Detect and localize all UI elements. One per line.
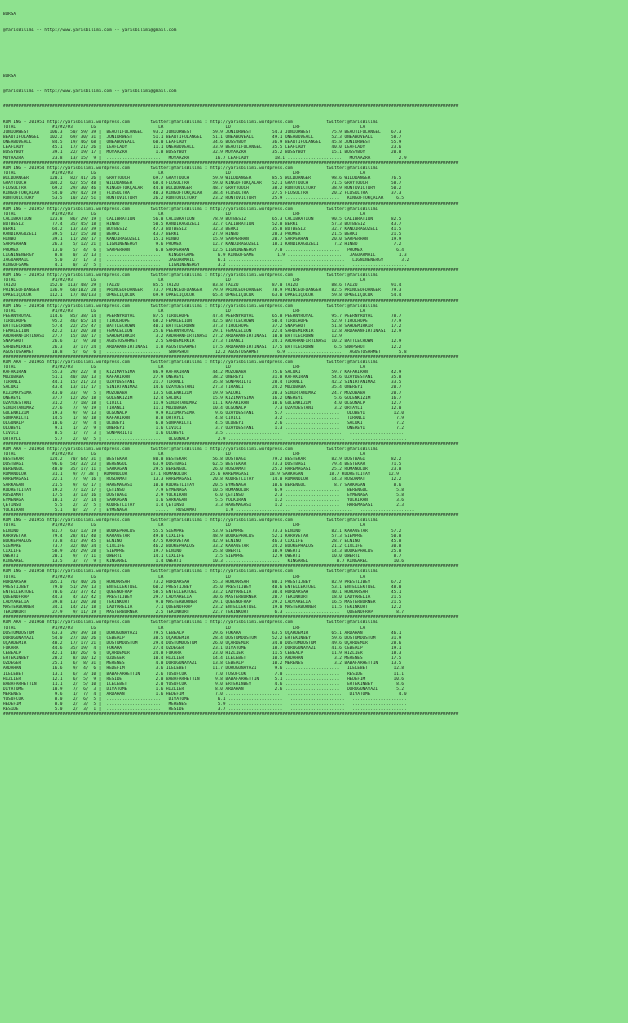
race-row: ERTEKINBEY 28.2 8/ 10/ 12 | ÖZDEGER 10.4 HIZLIER 14.4 ILELEBET 10.5 ARDAHAN 3.2 MERENES 17.5 xyxy=(3,656,402,662)
race-row: ONEABOVEALL 84.5 19/ 46/ 68 | ONEABOVEALL 60.0 LEAFLADY 34.6 BOSSYBOY 36.9 BEAUTIFULANGEL 45.8 JUNIORWEST 55.9 xyxy=(3,140,402,146)
race-row: OWERTI 20.1 9/ 7/ 11 | OWERTI 14.1 CIXLIFE 2.5 SIEMPRE 12.9 OWERTI 10.0 OWERTI 8.7 xyxy=(3,554,402,560)
race-title: KUM ING - 201950 http://yarisbilimi.wordpress.com twitter:@YarisBilimi : http://yarisbilimi.wordpress.com twitter:@YarisBilimi xyxy=(3,303,379,309)
race-row: JUNIORWEST 106.3 50/ 59/ 39 | BEAUTIFULANGEL 93.2 JUNIORWEST 59.9 JUNIORWEST 54.3 JUNIORWEST 75.9 BEAUTIFULANGEL 67.3 xyxy=(3,129,402,135)
race-block xyxy=(3,304,625,360)
race-row: CEBEALP 42.1 18/ 26/ 6 | UÇARDEMIR 24.8 FUKARA 23.0 HIZLIER 11.5 CEBEALP 11.9 HIZLIER 18.3 xyxy=(3,651,402,657)
race-block xyxy=(3,207,625,273)
race-row: GÜLENKIZIM 19.3 9/ 9/ 13 | OLGUNALP 9.9 KIZIMAYSIMA 9.6 UZAYDESTANI 5.7 ..................... ULUBEYI 12.0 xyxy=(3,411,404,416)
race-row: CIVICI 8.5 1/ 7/ 3 | SONPARILTI 1.6 ULUBEYI 3.5 ..................... ..................... ..................... xyxy=(3,431,404,437)
race-row: HIZLIER 12.1 6/ 5/ 9 | RESIDE 2.0 BABAFARHETTIN 9.8 BABAFARHETTIN 5.1 ..................... HEDEFIM 10.6 xyxy=(3,676,404,682)
race-column-header: TOTAL #1/#2/#3 LG LR LD LRF LA xyxy=(3,523,366,529)
race-row: JAGUARMAIL 5.0 2/ 1/ 3 | ..................... JAGUARMAIL 6.1 ..................... ..................... LIGNINENERGY 3.2 xyxy=(3,257,410,263)
race-block xyxy=(3,360,625,447)
race-title: KUM ARA - 201964 http://yarisbilimi.wordpress.com twitter:@YarisBilimi : http://yarisbilimi.wordpress.com twitter:@YarisBilimi xyxy=(3,446,379,452)
race-row: ÖPKELIÇOCUK 112.1 17/ 40/133 | ÖPKELIÇOCUK 69.9 ÖPKELIÇOCUK 65.4 ÖPKELIÇOCUK 63.0 ÖPKELIÇOCUK 59.8 ÖPKELIÇOCUK 54.4 xyxy=(3,293,402,299)
race-row: ÖNEREYI 37.7 12/ 26/ 18 | GÜLENKIZIM 12.4 SALUKI 15.9 KIZIMAYSIMA 16.2 ÖNEREYI 5.6 GÜLENKIZIM 16.7 xyxy=(3,395,402,401)
separator-line: ################################################################################################################################################################################ xyxy=(3,104,459,110)
race-row: HÜRDARSAH 105.1 76/ 40/ 26 | HÜRDARSAH 73.2 HÜRDARSAH 55.3 HÜRDARSAH 80.1 PRESTIJBEY 82.9 PRESTIJBEY 67.2 xyxy=(3,579,402,585)
race-row: CIXLIFE 58.9 24/ 29/ 28 | SIEMPRE 19.7 ELNINO 25.8 OWERTI 10.9 OWERTI 14.3 BOUKEPHALOS 25.8 xyxy=(3,548,402,554)
race-row: UZAYDESTANI 31.2 7/ 18/ 18 | CIVICI 11.9 SINIRTANIMAZ 11.1 KAFAKIRAN 10.6 GÜLENKIZIM 4.0 OLGUNALP 12.7 xyxy=(3,400,402,406)
race-title: KUM ING - 201955 http://yarisbilimi.wordpress.com twitter:@YarisBilimi : http://yarisbilimi.wordpress.com twitter:@YarisBilimi xyxy=(3,518,379,524)
race-row: FEMALELION 42.2 13/ 20/ 38 | FEMALELION 25.6 PEERNYROYAL 29.1 FEMALELION 22.4 SAHDEMIRKIR 12.8 ARDAHANFIRTINASI 12.9 xyxy=(3,329,402,335)
race-row: SONPARILTI 14.5 1/ 8/ 18 | KAFAKIRAN 8.8 ORTAYLI 4.8 CIVICI 3.2 ..................... TIRANLI 7.9 xyxy=(3,416,404,422)
race-row: YUSUFCUK 8.0 2/ 6/ 5 | ..................... DIYATOME 6.1 ..................... ..................... ..................... xyxy=(3,697,407,703)
blank-line xyxy=(3,58,625,63)
race-row: WILDDANGER 120.1 82/ 41/ 26 | GRAYTOUCH 69.7 GRAYTOUCH 59.9 WILDDANGER 85.5 WILDDANGER 98.6 WILDDANGER 76.5 xyxy=(3,175,402,181)
race-row: LEAFLADY 45.1 17/ 21/ 26 | LEAFLADY 11.1 ONEABOVEALL 33.9 BEAUTIFULANGEL 35.5 LEAFLADY 40.0 LEAFLADY 23.6 xyxy=(3,145,402,151)
race-row: BERKI 64.2 13/ 33/ 39 | BÜTBESIZ 47.3 BÜTBESIZ 32.3 BERKI 35.8 BÜTBESIZ 32.7 KANDIRAGÜZELI 41.5 xyxy=(3,227,402,233)
race-row: TIROLHOPE 95.2 46/ 65/ 14 | TIROLHOPE 68.2 FEMALELION 42.5 BATTLECROWN 50.4 TIROLHOPE 52.9 TIROLHOPE 77.9 xyxy=(3,319,402,325)
race-block xyxy=(3,273,625,304)
race-row: BÜTBESIZ 77.4 35/ 45/ 18 | HINBO 50.5 KANDIRAGÜZELI 32.7 CALIBRATION 52.8 BERKI 57.3 BÜTBESIZ 43.7 xyxy=(3,221,402,227)
race-row: YOLKIRAN 5.1 0/ 2/ 7 | EYMENAGA ..... RUSDAMAT 1.9 ..................... ..................... ..................... xyxy=(3,508,415,514)
race-column-header: TOTAL #1/#2/#3 LG LR LD LRF LA xyxy=(3,365,366,371)
race-row: SIEMPRE 73.7 32/ 40/ 34 | CIXLIFE 46.2 BOUKEPHALOS 33.2 KARAVETAR 24.2 BOUKEPHALOS 21.2 CIXLIFE 30.8 xyxy=(3,543,402,549)
race-title: KUM ARA - 201960 http://yarisbilimi.wordpress.com twitter:@YarisBilimi : http://yarisbilimi.wordpress.com twitter:@YarisBilimi xyxy=(3,620,379,626)
race-row: LADYARELIA 39.8 13/ 20/ 30 | TEKINKURT 9.0 MASTERBURNER 29.1 QUEENOFRAP 29.2 LADYARELIA 16.5 MASTERBURNER 21.5 xyxy=(3,600,402,606)
race-row: ARDAHAN 16.6 9/ 4/ 6 | HEDEFIM 3.6 ILELEBET 11.7 DORUGUNAYAZI 9.6 ..................... ILELEBET 12.8 xyxy=(3,666,404,672)
race-row: DOSTUMDOSTUM 63.3 29/ 39/ 18 | DORUGUNAYAZI 79.5 CEBEALP 29.6 FUKARA 63.5 UÇARDEMIR 65.1 ARDAHAN 46.1 xyxy=(3,630,402,636)
race-row: GRAYTOUCH 104.2 62/ 55/ 48 | WILDDANGER 68.4 FLUSULTRA 59.0 KINGOFTOKÇALAR 52.1 GRAYTOUCH 71.5 GRAYTOUCH 58.7 xyxy=(3,181,402,187)
race-row: KIZIMAYSIMA 43.0 33/ 9/ 5 | MUZOBABA 13.5 GÜLENKIZIM 19.9 SALUKI 20.3 SINIRTANIMAZ 24.7 MUZOBABA 20.7 xyxy=(3,390,402,396)
race-row: PRESTIJBEY 79.0 51/ 29/ 13 | ENTELLEKTÜEL 60.2 PRESTIJBEY 35.0 PRESTIJBEY 40.6 ENTELLEKTÜEL 53.1 ENTELLEKTÜEL 48.0 xyxy=(3,584,402,590)
race-column-header: TOTAL #1/#2/#3 LG LR LD LRF LA xyxy=(3,625,366,631)
race-row: MOYAAZRA 23.8 13/ 15/ 9 | ..................... MOYAAZRA 16.7 LEAFLADY 18.1 ..................... MOYAAZRA 2.9 xyxy=(3,155,407,161)
separator-line: ################################################################################################################################################################################ xyxy=(3,354,459,360)
race-row: KUDRETLITAY 19.2 7/ 12/ 17 | ÇETINSU 7.9 EYMENAGA 10.5 ROMANOLUR 6.9 ..................... BERENGÜL 5.8 xyxy=(3,487,404,493)
race-block xyxy=(3,447,625,519)
race-row: ORTAYLI 5.7 2/ 0/ 5 | ..................... OLGUNALP 2.9 ..................... ..................... ..................... xyxy=(3,436,407,442)
separator-line: ################################################################################################################################################################################ xyxy=(3,201,459,207)
race-row: PROMEX 13.0 5/ 4/ 6 | SARPERHAN 6.8 SARPERHAN 12.5 LIGNINENERGY 7.0 ..................... PROMEX 6.4 xyxy=(3,247,404,253)
race-row: SAHDEMIRKIR 26.3 3/ 17/ 24 | ARDAHANFIRTINASI 1.8 AGUSTOSAHMET 17.5 ARDAHANFIRTINASI 17.5 BATTLECROWN 6.5 SNAPSHOT 12.2 xyxy=(3,344,402,350)
race-list xyxy=(3,120,625,718)
separator-line: ################################################################################################################################################################################ xyxy=(3,298,459,304)
race-row: MUZOBABA 51.1 40/ 10/ 13 | KAFAKIRAN 27.9 ÖNEREYI 38.2 ÖNEREYI 31.8 KAFAKIRAN 54.6 UZAYDESTANI 35.8 xyxy=(3,375,402,381)
race-block xyxy=(3,518,625,569)
race-row: BOSSYBOY 39.1 22/ 19/ 17 | MOYAAZRA 1.8 BOSSYBOY 32.9 MOYAAZRA 35.2 BOSSYBOY 15.1 BOSSYBOY 20.8 xyxy=(3,150,402,156)
race-column-header: TOTAL #1/#2/#3 LG LR LD LRF LA xyxy=(3,170,366,176)
race-row: SINIRTANIMAZ 27.6 7/ 9/ 19 | TIRANLI 11.1 MUZOBABA 10.4 OLGUNALP 7.3 UZAYDESTANI 3.2 ORTAYLI 12.0 xyxy=(3,405,402,411)
race-row: SARKAGAN 21.5 9/ 6/ 17 | HAREMAGASI 10.0 KUDRETLITAY 20.5 EYMENAGA 10.6 BERENGÜL 8.7 SARKAGAN 8.6 xyxy=(3,482,402,488)
separator-line: ################################################################################################################################################################################ xyxy=(3,160,459,166)
race-row: HINBO 39.1 11/ 28/ 17 | KANDIRAGÜZELI 15.1 HINBO 15.9 SARPERHAN 20.7 SARPERHAN 20.0 SARPERHAN 19.9 xyxy=(3,237,402,243)
race-row: BEAUTIFULANGEL 102.2 69/ 30/ 31 | JUNIORWEST 51.1 BEAUTIFULANGEL 51.1 ONEABOVEALL 49.1 ONEABOVEALL 52.3 ONEABOVEALL 58.7 xyxy=(3,135,402,141)
race-row: SARPERHAN 26.3 5/ 12/ 21 | LIGNINENERGY 9.6 PROMEX 12.7 KANDIRAGÜZELI 18.1 KANDIRAGÜZELI 7.2 HINBO 7.2 xyxy=(3,242,402,248)
separator-line: ################################################################################################################################################################################ xyxy=(3,513,459,519)
race-row: RUNTOVICTORY 53.5 10/ 22/ 51 | RUNTOVICTORY 26.2 RUNTOVICTORY 23.2 RUNTOVICTORY 25.9 ..................... KINGOFTOKÇALAR 6.5 xyxy=(3,196,404,202)
race-row: PEERNYROYAL 114.6 85/ 38/ 14 | PEERNYROYAL 87.5 TIROLHOPE 47.4 PEERNYROYAL 65.8 PEERNYROYAL 95.7 PEERNYROYAL 78.7 xyxy=(3,313,402,319)
race-row: AGUSTOSAHMET 10.8 5/ 6/ 6 | ..................... SNAPSHOT 12.2 AGUSTOSAHMET 6.9 ..................... AGUSTOSAHMET 5.8 xyxy=(3,349,407,355)
race-row: MASTERBURNER 34.1 14/ 21/ 18 | LADYARELIA 7.1 QUEENOFRAP 23.2 ENTELLEKTÜEL 19.0 MASTERBURNER 11.5 TEKINKURT 12.2 xyxy=(3,605,402,611)
race-row: PRINCEOFDANGER 136.9 60/102/ 28 | PRINCEOFDANGER 73.7 PRINCEOFDANGER 79.9 PRINCEOFDANGER 78.9 PRINCEOFDANGER 82.5 PRINCEOFDANGER 79.3 xyxy=(3,288,402,294)
race-row: ILELEBET 13.1 6/ 3/ 10 | BABAFARHETTIN 2.6 TUSUFCUK 7.0 TUSUFCUK 7.0 ..................... RESIDE 11.1 xyxy=(3,671,404,677)
race-block xyxy=(3,569,625,620)
race-row: DOSTBAGI 96.6 54/ 32/ 23 | BERENGÜL 63.9 DOSTBAGI 62.5 BESTEKAR 73.3 DOSTBAGI 79.4 BESTEKAR 71.5 xyxy=(3,462,402,468)
race-row: SNAPSHOT 26.6 1/ 9/ 30 | AGUSTOSAHMET 2.5 SAHDEMIRKIR 27.3 TIRANLI 24.1 ARDAHANFIRTINASI 10.2 BATTLECROWN 12.9 xyxy=(3,339,402,345)
race-column-header: TOTAL #1/#2/#3 LG LR LD LRF LA xyxy=(3,124,366,130)
race-row: ENTELLEKTÜEL 70.6 23/ 37/ 42 | QUEENOFRAP 58.5 ENTELLEKTÜEL 33.2 LADYARELIA 30.4 HÜRDARSAH 40.1 HÜRDARSAH 45.1 xyxy=(3,589,402,595)
header-contact-repeat: @YarisBilimi -- http://www.yarisbilimi.com -- yarisbilimi@gmail.com xyxy=(3,89,177,95)
race-row: BESTEKAR 124.2 70/ 64/ 31 | BESTEKAR 80.0 BESTEKAR 56.8 DOSTBAGI 79.2 BESTEKAR 82.9 DOSTBAGI 82.2 xyxy=(3,456,402,462)
race-title: KUM ING - 201951 http://yarisbilimi.wordpress.com twitter:@YarisBilimi : http://yarisbilimi.wordpress.com twitter:@YarisBilimi xyxy=(3,119,379,125)
race-row: ULUBEYI 9.1 1/ 2/ 9 | ÖNEREYI 1.6 CIVICI 3.7 UZAYDESTANI 1.3 ..................... ÖNEREYI 7.2 xyxy=(3,426,404,432)
race-row: TIRANLI 44.1 15/ 21/ 23 | UZAYDESTANI 21.7 TIRANLI 35.8 SONPARILTI 28.4 TIRANLI 42.2 SINIRTANIMAZ 33.5 xyxy=(3,380,402,386)
race-row: KARAVETAR 79.4 28/ 41/ 40 | KARAVETAR 49.0 CIXLIFE 48.9 BOUKEPHALOS 52.1 KARAVETAR 57.3 SIEMPRE 50.8 xyxy=(3,533,402,539)
document-page xyxy=(3,2,625,1021)
race-column-header: TOTAL #1/#2/#3 LG LR LD LRF LA xyxy=(3,278,366,284)
race-column-header: TOTAL #1/#2/#3 LG LR LD LRF LA xyxy=(3,308,366,314)
race-row: ÇETINSU 5.5 2/ 2/ 5 | KUDRETLITAY 1.4 ÇETINSU 3.3 HAREMAGASI 1.2 ..................... HAREMAGASI 2.3 xyxy=(3,502,404,508)
race-row: KINGOFGAME 4.1 0/ 2/ 5 | ..................... LIGNINENERGY 3.2 ..................... ..................... ..................... xyxy=(3,262,407,268)
race-row: DIYATOME 10.9 7/ 6/ 3 | DIYATOME 1.6 HIZLIER 8.0 ARDAHAN 2.6 ..................... DORUGUNAYAZI 5.2 xyxy=(3,686,404,692)
race-row: ARDAHANFIRTINASI 27.7 15/ 10/ 17 | SAHDEMIRKIR 3.2 ARDAHANFIRTINASI 27.2 ARDAHANFIRTINASI 10.0 BATTLECROWN 12.9 xyxy=(3,334,342,340)
race-row: RUSDAMAT 17.5 3/ 13/ 16 | DOSTBAGI 2.9 YOLKIRAN 6.0 ÇETINSU 2.3 ..................... EYMENAGA 5.8 xyxy=(3,492,404,498)
race-row: CALIBRATION 123.8 86/ 29/ 19 | CALIBRATION 56.0 CALIBRATION 78.9 BÜTBESIZ 65.3 CALIBRATION 90.5 CALIBRATION 82.5 xyxy=(3,216,402,222)
race-row: KINGAREL 13.5 3/ 7/ 9 | KINGAREL 1.4 OWERTI 10.3 ..................... KINGAREL 8.7 KINGAREL 10.6 xyxy=(3,559,404,565)
race-title: KUM ARA - 201965 http://yarisbilimi.wordpress.com twitter:@YarisBilimi : http://yarisbilimi.wordpress.com twitter:@YarisBilimi xyxy=(3,359,379,365)
race-row: KANDIRAGÜZELI 39.5 12/ 15/ 30 | BERKI 43.7 BERKI 27.9 HINBO 28.3 PROMEX 21.5 BERKI 21.5 xyxy=(3,232,402,238)
race-row: HEDEFIM 8.0 2/ 3/ 5 | ..................... MERENES 5.9 ..................... ..................... ..................... xyxy=(3,702,407,708)
race-row: RESIDE 5.0 2/ 3/ 1 | ..................... RESIDE 3.7 ..................... ..................... ..................... xyxy=(3,707,407,713)
race-block xyxy=(3,120,625,166)
separator-line: ################################################################################################################################################################################ xyxy=(3,564,459,570)
race-column-header: TOTAL #1/#2/#3 LG LR LD LRF LA xyxy=(3,211,366,217)
race-row: BATTLECROWN 57.4 22/ 25/ 47 | BATTLECROWN 40.1 BATTLECROWN 37.3 TIROLHOPE 37.2 SNAPSHOT 51.8 SAHDEMIRKIR 17.2 xyxy=(3,324,402,330)
header-city: BURSA xyxy=(3,12,16,18)
race-row: KAFAKIRAN 55.3 29/ 22/ 8 | KIZIMAYSIMA 86.9 KAFAKIRAN 44.2 MUZOBABA 75.6 SALUKI 59.7 KAFAKIRAN 42.9 xyxy=(3,370,402,376)
race-row: SALUKI 43.4 13/ 11/ 17 | SINIRTANIMAZ 14.6 UZAYDESTANI 27.3 TIRANLI 24.2 MUZOBABA 35.4 ÖNEREYI 20.7 xyxy=(3,385,402,391)
race-row: BERENGÜL 48.0 35/ 17/ 11 | SARKAGAN 29.5 BERENGÜL 26.0 RUSDAMAT 25.2 HAREMAGASI 25.2 ROMANOLUR 23.8 xyxy=(3,467,402,473)
race-row: BOUKEPHALOS 73.8 41/ 39/ 45 | ELNINO 47.5 KARAVETAR 42.9 ELNINO 46.3 CIXLIFE 28.7 ELNINO 45.8 xyxy=(3,538,402,544)
race-title: KUM ING - 201954 http://yarisbilimi.wordpress.com twitter:@YarisBilimi : http://yarisbilimi.wordpress.com twitter:@YarisBilimi xyxy=(3,165,379,171)
race-row: BABAFARHETTIN 11.1 2/ 5/ 10 | ILELEBET 2.0 YUSUFCUK 9.0 ERTEKINBEY 4.6 ..................... ERTEKINBEY 8.6 xyxy=(3,681,404,687)
race-row: UÇARDEMIR 48.2 17/ 17/ 21 | DOSTUMDOSTUM 29.4 DOSTUMDOSTUM 26.0 UÇARDEMIR 34.0 DOSTUMDOSTUM 49.6 UÇARDEMIR 28.6 xyxy=(3,640,402,646)
race-row: FUKARA 44.6 35/ 19/ 4 | FUKARA 27.4 ÖZDEGER 23.1 DIYATOME 18.7 DORUGUNAYAZI 41.6 CEBEALP 19.1 xyxy=(3,646,402,652)
race-title: KUM ING - 201958 http://yarisbilimi.wordpress.com twitter:@YarisBilimi : http://yarisbilimi.wordpress.com twitter:@YarisBilimi xyxy=(3,569,379,575)
race-row: TAIZU 152.0 113/ 48/ 29 | TAIZU 85.5 TAIZU 83.8 TAIZU 87.0 TAIZU 88.6 TAIZU 91.4 xyxy=(3,283,402,289)
race-row: KINGOFTOKÇALAR 54.0 29/ 42/ 19 | FLUSULTRA 40.3 KINGOFTOKÇALAR 38.4 FLUSULTRA 27.5 FLUSULTRA 20.2 FLUSULTRA 37.3 xyxy=(3,191,402,197)
race-column-header: TOTAL #1/#2/#3 LG LR LD LRF LA xyxy=(3,451,366,457)
race-row: EYMENAGA 10.1 2/ 2/ 14 | SARKAGAN 1.6 SARKAGAN 5.5 YOLKIRAN 1.2 ..................... YOLKIRAN 3.6 xyxy=(3,497,404,503)
header-city-repeat: BURSA xyxy=(3,73,16,79)
race-row: DORUGUNAYAZI 54.0 27/ 10/ 26 | CEBEALP 38.5 UÇARDEMIR 28.4 DOSTUMDOSTUM 52.2 ERTEKINBEY 59.6 DOSTUMDOSTUM 31.9 xyxy=(3,635,402,641)
race-row: ÖZDEGER 25.1 6/ 8/ 31 | MERENES 4.0 DORUGUNAYAZI 13.8 CEBEALP 10.2 MERENES 3.2 BABAFARHETTIN 13.5 xyxy=(3,661,402,667)
separator-line: ################################################################################################################################################################################ xyxy=(3,267,459,273)
race-row: ELNINO 81.7 63/ 13/ 19 | BOUKEPHALOS 55.5 SIEMPRE 53.9 SIEMPRE 73.3 ELNINO 82.1 KARAVETAR 57.2 xyxy=(3,528,402,534)
race-block xyxy=(3,166,625,207)
separator-line: ################################################################################################################################################################################ xyxy=(3,441,459,447)
race-row: FLUSULTRA 69.2 29/ 30/ 46 | KINGOFTOKÇALAR 44.0 WILDDANGER 48.7 GRAYTOUCH 38.2 RUNTOVICTORY 38.9 RUNTOVICTORY 50.2 xyxy=(3,186,402,192)
race-row: HAREMAGASI 22.1 7/ 9/ 16 | RUSDAMAT 13.3 HAREMAGASI 20.8 KUDRETLITAY 14.0 ROMANOLUR 14.3 RUSDAMAT 12.2 xyxy=(3,477,402,483)
race-row: LIGNINENERGY 8.8 0/ 2/ 13 | ..................... KINGOFGAME 6.9 KINGOFGAME 1.9 ..................... JAGUARMAIL 1.3 xyxy=(3,252,407,258)
race-title: KUM ING - 201953 http://yarisbilimi.wordpress.com twitter:@YarisBilimi : http://yarisbilimi.wordpress.com twitter:@YarisBilimi xyxy=(3,273,379,279)
race-row: OLGUNALP 10.6 2/ 9/ 4 | ULUBEYI 6.8 SONPARILTI 4.5 ULUBEYI 2.6 ..................... SALUKI 7.2 xyxy=(3,421,404,427)
race-block xyxy=(3,620,625,717)
separator-line: ################################################################################################################################################################################ xyxy=(3,615,459,621)
header-contact: @YarisBilimi -- http://www.yarisbilimi.com -- yarisbilimi@gmail.com xyxy=(3,27,177,33)
separator-line: ################################################################################################################################################################################ xyxy=(3,712,459,718)
race-row: ROMANOLUR 31.1 9/ 7/ 38 | ROMANOLUR 17.1 ROMANOLUR 25.6 HAREMAGASI 18.9 SARKAGAN 18.7 KUDRETLITAY 12.9 xyxy=(3,472,399,478)
race-column-header: TOTAL #1/#2/#3 LG LR LD LRF LA xyxy=(3,574,366,580)
race-row: QUEENOFRAP 44.3 4/ 32/ 42 | PRESTIJBEY 29.7 LADYARELIA 30.6 MASTERBURNER 28.7 TEKINKURT 18.0 LADYARELIA 21.5 xyxy=(3,594,402,600)
race-row: TEKINKURT 27.9 9/ 11/ 19 | MASTERBURNER 2.5 TEKINKURT 22.7 TEKINKURT 6.3 ..................... QUEENOFRAP 8.7 xyxy=(3,610,404,616)
race-row: MERENES 9.6 1/ 7/ 4 | ARDAHAN 1.6 HEDEFIM 7.0 ..................... ..................... DIYATOME 4.0 xyxy=(3,692,407,698)
blank-line xyxy=(3,43,625,48)
race-title: KUM ING - 201957 http://yarisbilimi.wordpress.com twitter:@YarisBilimi : http://yarisbilimi.wordpress.com twitter:@YarisBilimi xyxy=(3,206,379,212)
